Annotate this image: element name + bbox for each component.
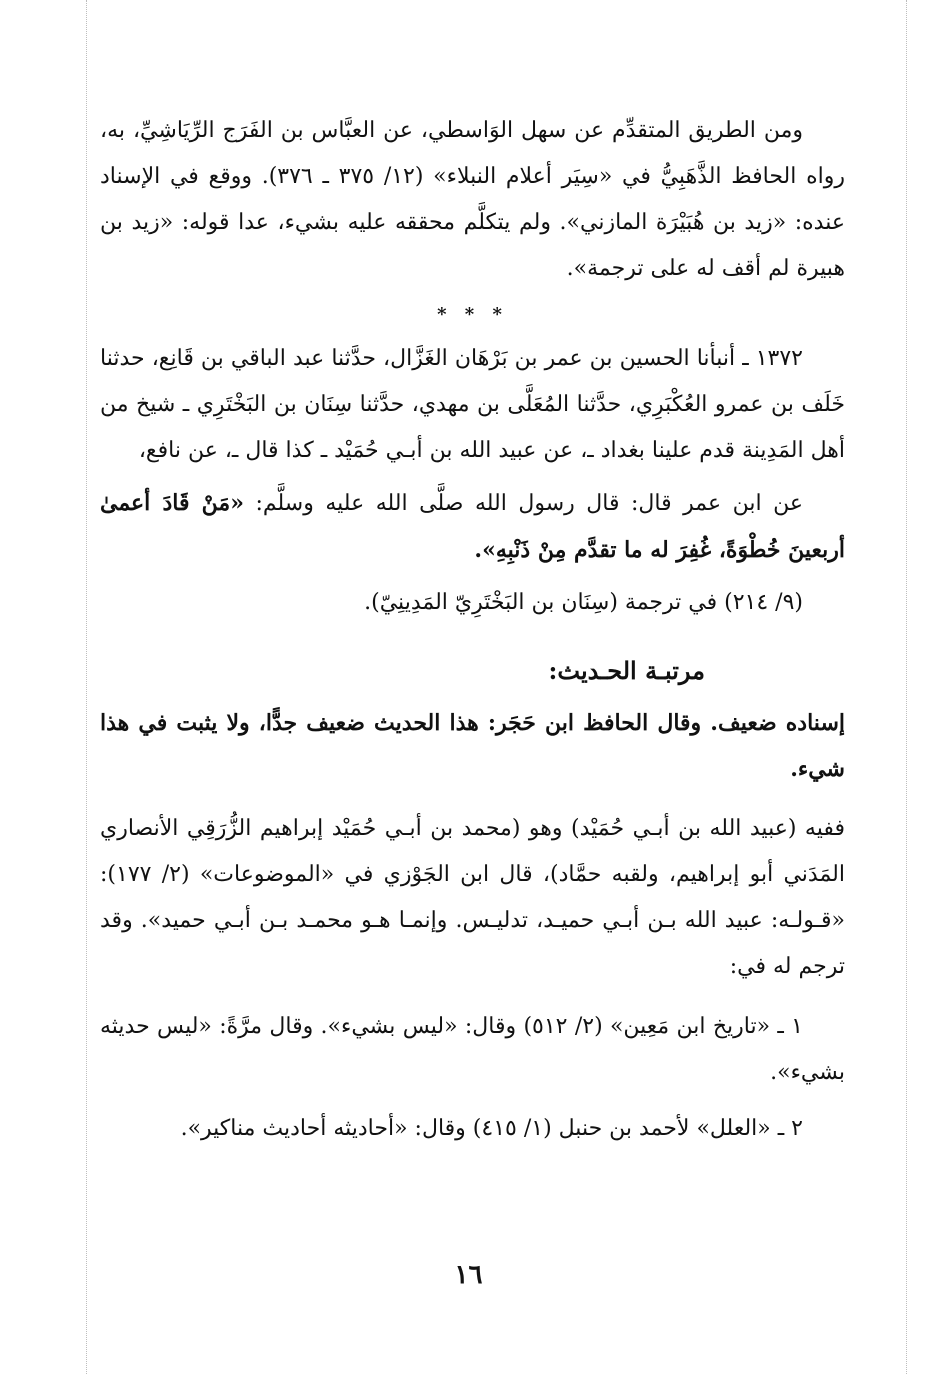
hadith-matn: «مَنْ قَادَ أعمىٰ أربعينَ خُطْوَةً، غُفِرَ له ما تقدَّم مِنْ ذَنْبِهِ». — [100, 490, 845, 563]
paragraph-source-note: ومن الطريق المتقدِّم عن سهل الوَاسطي، عن العبَّاس بن الفَرَج الرِّيَاشِيِّ، به، رواه الحافظ الذَّهَبِيُّ في «سِيَر أعلام النبلاء» (١٢/ ٣٧٥ ـ ٣٧٦). ووقع في الإسناد عنده: «زيد بن هُبَيْرَة المازني». ولم يتكلَّم محققه عليه بشيء، عدا قوله: «زيد بن هبيرة لم أقف له على ترجمة». — [100, 118, 845, 281]
list-item-1: ١ ـ «تاريخ ابن مَعِين» (٢/ ٥١٢) وقال: «ليس بشيء». وقال مرَّةً: «ليس حديثه بشيء». — [100, 1014, 845, 1085]
page-number: ١٦ — [454, 1260, 483, 1290]
margin-guide-left — [86, 0, 87, 1374]
section-separator: * * * — [437, 304, 508, 325]
page-body — [100, 108, 845, 1152]
paragraph-grading: إسناده ضعيف. وقال الحافظ ابن حَجَر: هذا الحديث ضعيف جدًّا، ولا يثبت في هذا شيء. — [100, 710, 845, 782]
paragraph-hadith-text — [100, 480, 845, 574]
paragraph-narrator-note: ففيه (عبيد الله بن أبـي حُمَيْد) وهو (محمد بن أبـي حُمَيْد إبراهيم الزُّرَقِي الأنصاري المَدَني أبو إبراهيم، ولقبه حمَّاد)، قال ابن الجَوْزي في «الموضوعات» (٢/ ١٧٧): «قـولـه: عبيد الله بـن أبـي حميـد، تدليـس. وإنمـا هـو محمـد بـن أبـي حميد». وقد ترجم له في: — [100, 816, 846, 979]
section-heading: مرتبـة الحـديث: — [548, 656, 705, 685]
paragraph-hadith-chain: ١٣٧٢ ـ أنبأنا الحسين بن عمر بن بَرْهَان الغَزَّال، حدَّثنا عبد الباقي بن قَانِع، حدثنا خَلَف بن عمرو العُكْبَرِي، حدَّثنا المُعَلَّى بن مهدي، حدَّثنا سِنَان بن البَخْتَرِي ـ شيخ من أهل المَدِينة قدم علينا بغداد ـ، عن عبيد الله بن أبـي حُمَيْد ـ كذا قال ـ، عن نافع، — [100, 346, 845, 463]
hadith-intro: عن ابن عمر قال: قال رسول الله صلَّى الله عليه وسلَّم: — [243, 491, 803, 516]
paragraph-reference: (٩/ ٢١٤) في ترجمة (سِنَان بن البَخْتَرِيّ المَدِينِيّ). — [364, 590, 803, 615]
list-item-2: ٢ ـ «العلل» لأحمد بن حنبل (١/ ٤١٥) وقال: «أحاديثه أحاديث مناكير». — [180, 1116, 803, 1141]
margin-guide-right — [906, 0, 907, 1374]
